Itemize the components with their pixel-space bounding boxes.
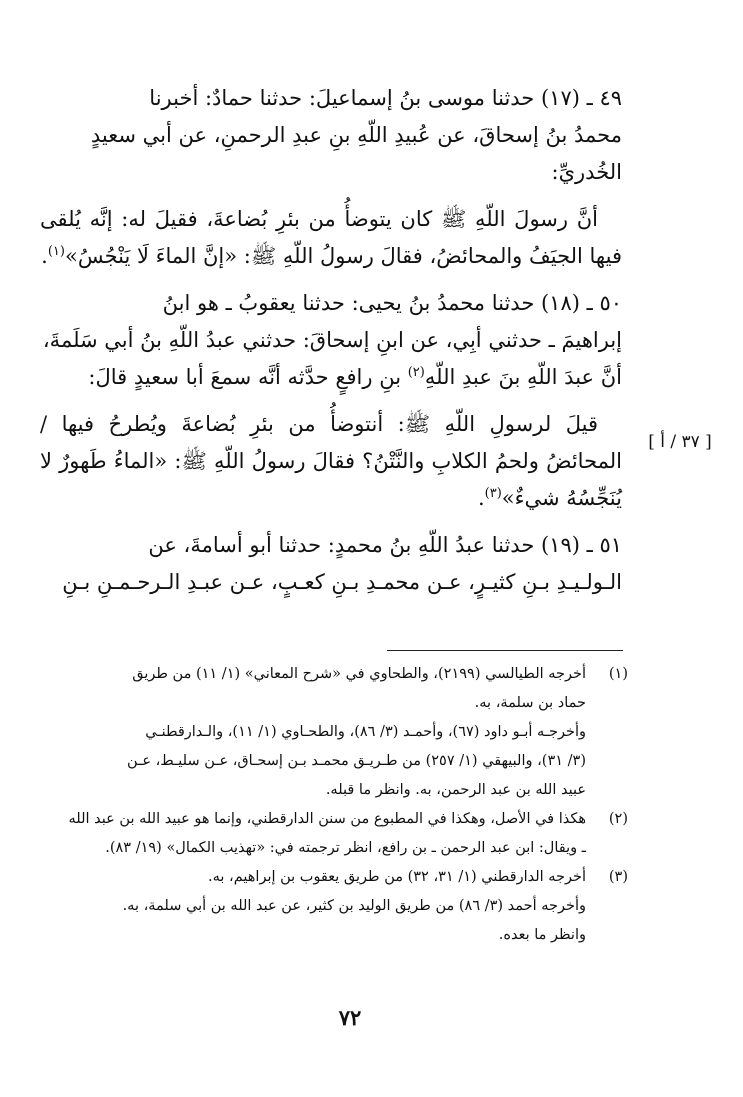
isnad-line: ٥١ ـ (١٩) حدثنا عبدُ اللّهِ بنُ محمدٍ: حدثنا أبو أسامةَ، عن [148, 533, 622, 557]
footnote-marker: (٢) [407, 365, 425, 380]
trailing-punct: . [477, 486, 485, 510]
isnad-line: الـولـيـدِ بـنِ كثيـرٍ، عـن محمـدِ بـنِ كعـبٍ، عـن عبـدِ الـرحـمـنِ بـنِ [62, 570, 622, 594]
hadith-isnad [40, 527, 622, 601]
footnote-line: هكذا في الأصل، وهكذا في المطبوع من سنن الدارقطني، وإنما هو عبيد الله بن عبد الله [68, 811, 586, 827]
footnote-line: وأخرجه أحمد (٣/ ٨٦) من طريق الوليد بن كثير، عن عبد الله بن أبي سلمة، به. [122, 898, 586, 914]
footnote-line: وأخرجـه أبـو داود (٦٧)، وأحمـد (٣/ ٨٦)، والطحـاوي (١/ ١١)، والـدارقطنـي [145, 724, 586, 740]
footnote-marker: (١) [47, 244, 65, 259]
footnote-marker: (٣) [484, 486, 502, 501]
isnad-line: ٥٠ ـ (١٨) حدثنا محمدُ بنُ يحيى: حدثنا يعقوبُ ـ هو ابنُ [162, 291, 622, 315]
footnote-line: عبيد الله بن عبد الرحمن، به. وانظر ما قبله. [325, 782, 586, 798]
hadith-isnad [40, 80, 622, 191]
trailing-punct: . [41, 244, 48, 268]
footnote-number: (١) [608, 666, 628, 682]
isnad-line: إبراهيمَ ـ حدثني أبِي، عن ابنِ إسحاقَ: حدثني عبدُ اللّهِ بنُ أبي سَلَمةَ، [42, 328, 622, 352]
hadith-body [40, 406, 622, 517]
footnote-line: أخرجه الطيالسي (٢١٩٩)، والطحاوي في «شرح المعاني» (١/ ١١) من طريق [132, 666, 586, 682]
isnad-line: ٤٩ ـ (١٧) حدثنا موسى بنُ إسماعيلَ: حدثنا حمادٌ: أخبرنا [149, 86, 622, 110]
footnote-line: حماد بن سلمة، به. [474, 695, 586, 711]
isnad-line: الخُدريِّ: [551, 160, 622, 184]
footnote-line: ـ ويقال: ابن عبد الرحمن ـ بن رافع، انظر ترجمته في: «تهذيب الكمال» (١٩/ ٨٣). [105, 840, 586, 856]
hadith-isnad [40, 285, 622, 396]
footnote-line: أخرجه الدارقطني (١/ ٣١، ٣٢) من طريق يعقوب بن إبراهيم، به. [208, 869, 586, 885]
footnote-separator [387, 650, 623, 651]
isnad-line: محمدُ بنُ إسحاقَ، عن عُبيدِ اللّهِ بنِ عبدِ الرحمنِ، عن أبي سعيدٍ [90, 123, 622, 147]
footnotes [60, 660, 628, 950]
hadith-text: قيلَ لرسولِ اللّهِ ﷺ: أنتوضأُ من بئرِ بُضاعةَ ويُطرحُ فيها / المحائضُ ولحمُ الكلابِ والنَّتْنُ؟ فقالَ رسولُ اللّهِ ﷺ: «الماءُ طَهورٌ لا يُنَجِّسُهُ شيءٌ» [40, 412, 622, 510]
isnad-line: بنِ رافعٍ حدَّثه أنَّه سمعَ أبا سعيدٍ قالَ: [88, 365, 408, 389]
hadith-body [40, 201, 622, 275]
footnote [60, 863, 628, 950]
footnote-number: (٣) [608, 869, 628, 885]
manuscript-folio-note: [ ٣٧ / أ ] [648, 432, 712, 452]
page-number: ٧٢ [338, 1005, 362, 1030]
footnote [60, 805, 628, 863]
footnote [60, 660, 628, 805]
footnote-number: (٢) [608, 811, 628, 827]
isnad-line: أنَّ عبدَ اللّهِ بنَ عبدِ اللّهِ [424, 365, 622, 389]
main-text [40, 80, 622, 611]
footnote-line: وانظر ما بعده. [498, 927, 586, 943]
hadith-text: أنَّ رسولَ اللّهِ ﷺ كان يتوضأُ من بئرِ بُضاعةَ، فقيلَ له: إنَّه يُلقى فيها الجيَفُ والمحائضُ، فقالَ رسولُ اللّهِ ﷺ: «إنَّ الماءَ لَا يَنْجُسُ» [40, 207, 622, 268]
footnote-line: (٣/ ٣١)، والبيهقي (١/ ٢٥٧) من طـريـق محمـد بـن إسحـاق، عـن سليـط، عـن [127, 753, 586, 769]
